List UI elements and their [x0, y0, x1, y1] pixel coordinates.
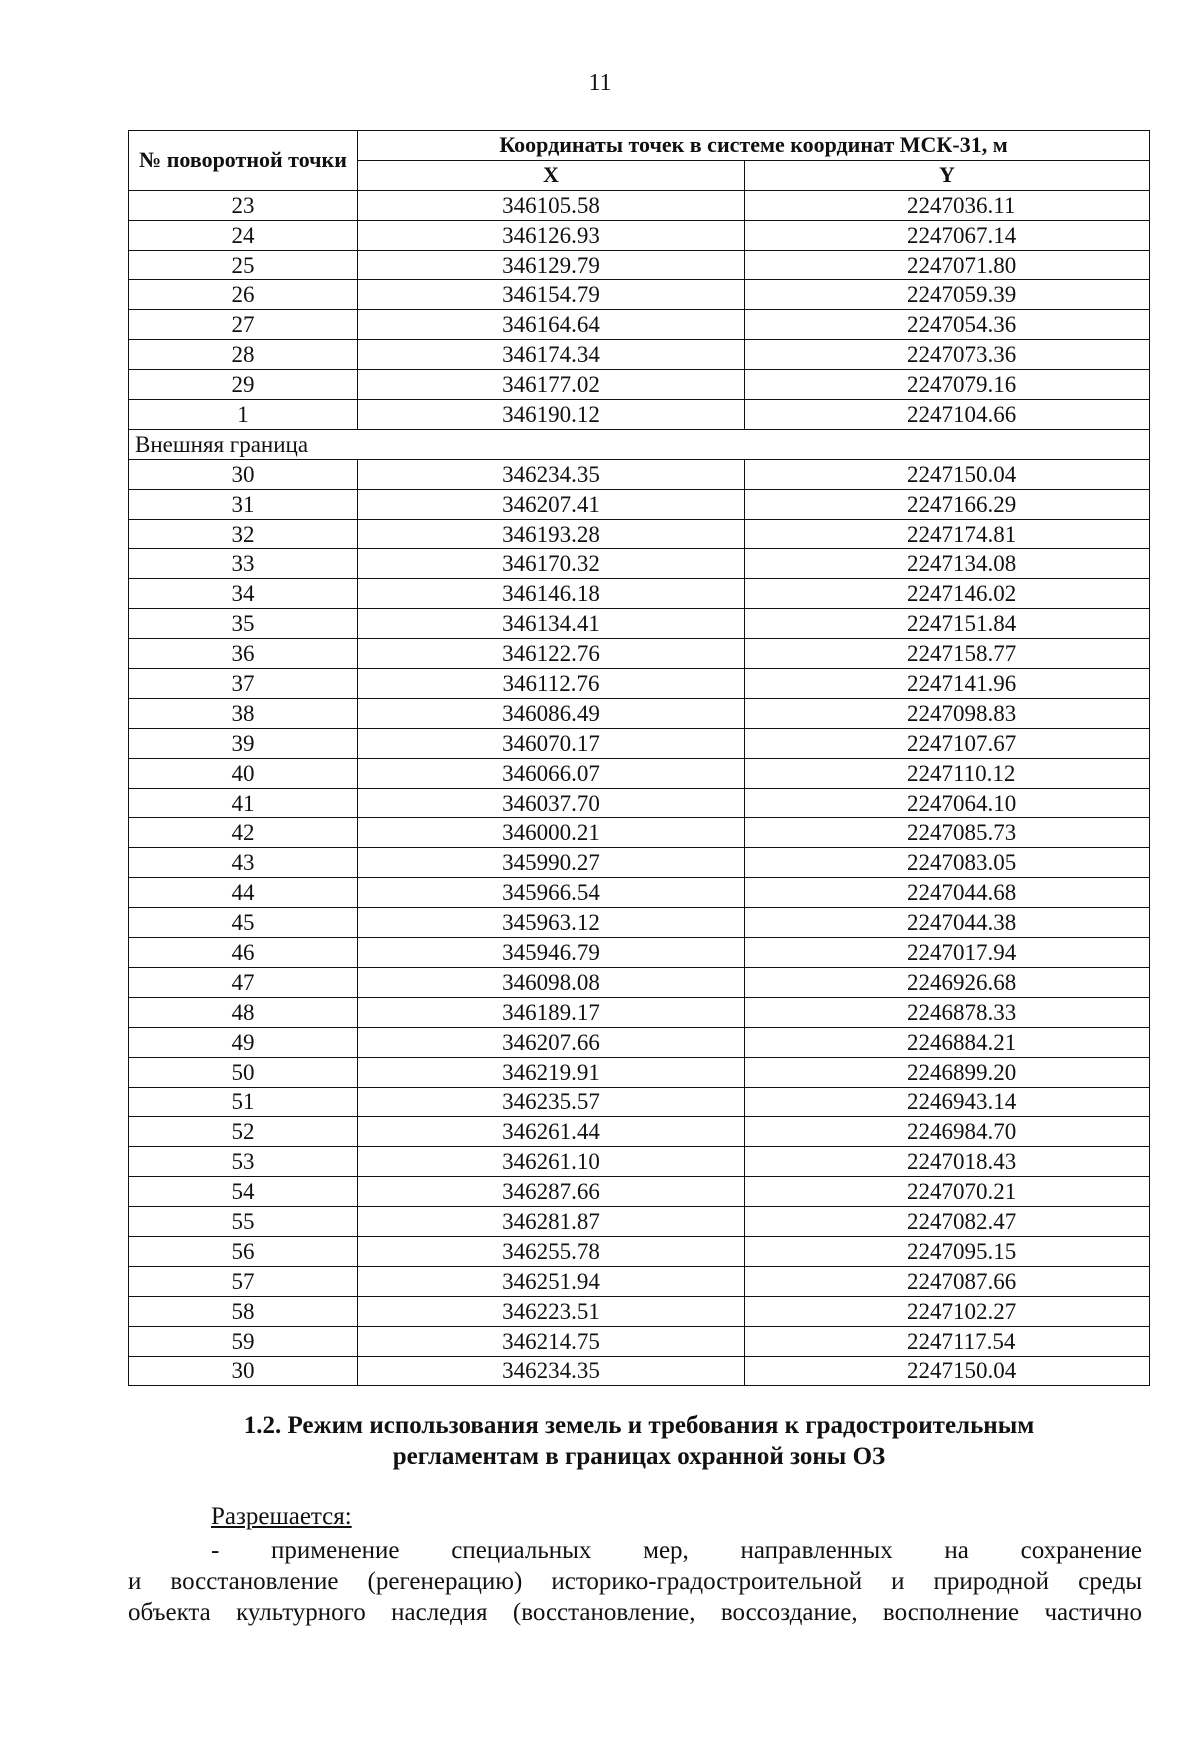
y-coordinate-cell: 2247017.94	[745, 938, 1150, 968]
point-number-cell: 29	[129, 370, 358, 400]
x-coordinate-cell: 346287.66	[358, 1177, 745, 1207]
y-coordinate-cell: 2247098.83	[745, 698, 1150, 728]
paragraph-line-3: объекта культурного наследия (восстановление, воссоздание, восполнение частично	[128, 1599, 1142, 1626]
x-coordinate-cell: 346112.76	[358, 669, 745, 699]
table-row	[129, 310, 1150, 340]
point-number-cell: 54	[129, 1177, 358, 1207]
y-coordinate-cell: 2247102.27	[745, 1296, 1150, 1326]
point-number-cell: 25	[129, 250, 358, 280]
table-row	[129, 1356, 1150, 1386]
page-number: 11	[588, 70, 612, 96]
header-point-number: № поворотной точки	[129, 131, 358, 191]
x-coordinate-cell: 346129.79	[358, 250, 745, 280]
x-coordinate-cell: 346086.49	[358, 698, 745, 728]
point-number-cell: 57	[129, 1266, 358, 1296]
y-coordinate-cell: 2247070.21	[745, 1177, 1150, 1207]
table-row	[129, 1207, 1150, 1237]
y-coordinate-cell: 2246878.33	[745, 997, 1150, 1027]
y-coordinate-cell: 2247158.77	[745, 639, 1150, 669]
point-number-cell: 24	[129, 220, 358, 250]
y-coordinate-cell: 2247079.16	[745, 370, 1150, 400]
section-label-outer-boundary: Внешняя граница	[129, 429, 358, 459]
table-row	[129, 698, 1150, 728]
table-row	[129, 639, 1150, 669]
x-coordinate-cell: 346189.17	[358, 997, 745, 1027]
y-coordinate-cell: 2247150.04	[745, 459, 1150, 489]
x-coordinate-cell: 346281.87	[358, 1207, 745, 1237]
x-coordinate-cell: 346164.64	[358, 310, 745, 340]
point-number-cell: 23	[129, 190, 358, 220]
table-row	[129, 878, 1150, 908]
y-coordinate-cell: 2247174.81	[745, 519, 1150, 549]
table-row	[129, 579, 1150, 609]
point-number-cell: 51	[129, 1087, 358, 1117]
x-coordinate-cell: 346146.18	[358, 579, 745, 609]
table-row	[129, 818, 1150, 848]
table-row	[129, 280, 1150, 310]
point-number-cell: 38	[129, 698, 358, 728]
section-row	[129, 429, 1150, 459]
x-coordinate-cell: 346235.57	[358, 1087, 745, 1117]
table-body-inner	[129, 190, 1150, 429]
x-coordinate-cell: 346177.02	[358, 370, 745, 400]
x-coordinate-cell: 346207.41	[358, 489, 745, 519]
point-number-cell: 55	[129, 1207, 358, 1237]
point-number-cell: 30	[129, 459, 358, 489]
table-row	[129, 340, 1150, 370]
x-coordinate-cell: 346170.32	[358, 549, 745, 579]
point-number-cell: 30	[129, 1356, 358, 1386]
x-coordinate-cell: 346134.41	[358, 609, 745, 639]
x-coordinate-cell: 346251.94	[358, 1266, 745, 1296]
table-row	[129, 609, 1150, 639]
point-number-cell: 36	[129, 639, 358, 669]
table-row	[129, 220, 1150, 250]
table-row	[129, 1087, 1150, 1117]
y-coordinate-cell: 2246884.21	[745, 1027, 1150, 1057]
point-number-cell: 35	[129, 609, 358, 639]
point-number-cell: 45	[129, 908, 358, 938]
x-coordinate-cell: 346214.75	[358, 1326, 745, 1356]
x-coordinate-cell: 346219.91	[358, 1057, 745, 1087]
y-coordinate-cell: 2246926.68	[745, 967, 1150, 997]
y-coordinate-cell: 2247054.36	[745, 310, 1150, 340]
point-number-cell: 48	[129, 997, 358, 1027]
table-row	[129, 549, 1150, 579]
point-number-cell: 43	[129, 848, 358, 878]
point-number-cell: 26	[129, 280, 358, 310]
x-coordinate-cell: 346234.35	[358, 459, 745, 489]
table-row	[129, 519, 1150, 549]
x-coordinate-cell: 346098.08	[358, 967, 745, 997]
table-row	[129, 250, 1150, 280]
x-coordinate-cell: 346154.79	[358, 280, 745, 310]
table-row	[129, 489, 1150, 519]
x-coordinate-cell: 346261.10	[358, 1147, 745, 1177]
x-coordinate-cell: 346070.17	[358, 728, 745, 758]
x-coordinate-cell: 346223.51	[358, 1296, 745, 1326]
y-coordinate-cell: 2247071.80	[745, 250, 1150, 280]
point-number-cell: 50	[129, 1057, 358, 1087]
table-row	[129, 400, 1150, 430]
table-row	[129, 1057, 1150, 1087]
table-row	[129, 848, 1150, 878]
y-coordinate-cell: 2247095.15	[745, 1236, 1150, 1266]
point-number-cell: 27	[129, 310, 358, 340]
point-number-cell: 32	[129, 519, 358, 549]
y-coordinate-cell: 2247141.96	[745, 669, 1150, 699]
y-coordinate-cell: 2247044.38	[745, 908, 1150, 938]
y-coordinate-cell: 2246943.14	[745, 1087, 1150, 1117]
point-number-cell: 41	[129, 788, 358, 818]
y-coordinate-cell: 2247146.02	[745, 579, 1150, 609]
table-row	[129, 1326, 1150, 1356]
section-heading	[128, 1410, 1150, 1472]
point-number-cell: 49	[129, 1027, 358, 1057]
point-number-cell: 56	[129, 1236, 358, 1266]
x-coordinate-cell: 346122.76	[358, 639, 745, 669]
section-heading-line-1: 1.2. Режим использования земель и требования к градостроительным	[243, 1412, 1035, 1439]
x-coordinate-cell: 346261.44	[358, 1117, 745, 1147]
x-coordinate-cell: 346193.28	[358, 519, 745, 549]
table-body-outer	[129, 459, 1150, 1386]
point-number-cell: 42	[129, 818, 358, 848]
table-row	[129, 1266, 1150, 1296]
point-number-cell: 1	[129, 400, 358, 430]
point-number-cell: 33	[129, 549, 358, 579]
y-coordinate-cell: 2247104.66	[745, 400, 1150, 430]
x-coordinate-cell: 346000.21	[358, 818, 745, 848]
y-coordinate-cell: 2247082.47	[745, 1207, 1150, 1237]
x-coordinate-cell: 346174.34	[358, 340, 745, 370]
point-number-cell: 44	[129, 878, 358, 908]
point-number-cell: 52	[129, 1117, 358, 1147]
table-row	[129, 758, 1150, 788]
x-coordinate-cell: 346190.12	[358, 400, 745, 430]
x-coordinate-cell: 346255.78	[358, 1236, 745, 1266]
x-coordinate-cell: 345966.54	[358, 878, 745, 908]
coordinates-table	[128, 130, 1150, 1386]
x-coordinate-cell: 346234.35	[358, 1356, 745, 1386]
table-row	[129, 728, 1150, 758]
y-coordinate-cell: 2246984.70	[745, 1117, 1150, 1147]
paragraph-line-2: и восстановление (регенерацию) историко-градостроительной и природной среды	[128, 1568, 1142, 1595]
section-heading-line-2: регламентам в границах охранной зоны ОЗ	[392, 1443, 886, 1470]
paragraph-line-1: - применение специальных мер, направленных на сохранение	[211, 1537, 1142, 1564]
y-coordinate-cell: 2247151.84	[745, 609, 1150, 639]
point-number-cell: 47	[129, 967, 358, 997]
y-coordinate-cell: 2247083.05	[745, 848, 1150, 878]
y-coordinate-cell: 2247067.14	[745, 220, 1150, 250]
table-row	[129, 1296, 1150, 1326]
y-coordinate-cell: 2247107.67	[745, 728, 1150, 758]
x-coordinate-cell: 346037.70	[358, 788, 745, 818]
y-coordinate-cell: 2247150.04	[745, 1356, 1150, 1386]
table-row	[129, 938, 1150, 968]
point-number-cell: 31	[129, 489, 358, 519]
x-coordinate-cell: 346207.66	[358, 1027, 745, 1057]
header-y: Y	[745, 160, 1150, 190]
y-coordinate-cell: 2247036.11	[745, 190, 1150, 220]
x-coordinate-cell: 346126.93	[358, 220, 745, 250]
table-row	[129, 788, 1150, 818]
table-header-row	[129, 131, 1150, 161]
point-number-cell: 40	[129, 758, 358, 788]
x-coordinate-cell: 346105.58	[358, 190, 745, 220]
table-row	[129, 370, 1150, 400]
x-coordinate-cell: 345946.79	[358, 938, 745, 968]
y-coordinate-cell: 2247018.43	[745, 1147, 1150, 1177]
table-row	[129, 1177, 1150, 1207]
y-coordinate-cell: 2247044.68	[745, 878, 1150, 908]
point-number-cell: 53	[129, 1147, 358, 1177]
allowed-subheading: Разрешается:	[211, 1503, 352, 1530]
point-number-cell: 28	[129, 340, 358, 370]
y-coordinate-cell: 2247085.73	[745, 818, 1150, 848]
point-number-cell: 34	[129, 579, 358, 609]
y-coordinate-cell: 2247110.12	[745, 758, 1150, 788]
point-number-cell: 39	[129, 728, 358, 758]
y-coordinate-cell: 2247117.54	[745, 1326, 1150, 1356]
point-number-cell: 37	[129, 669, 358, 699]
y-coordinate-cell: 2247134.08	[745, 549, 1150, 579]
y-coordinate-cell: 2247087.66	[745, 1266, 1150, 1296]
x-coordinate-cell: 345963.12	[358, 908, 745, 938]
table-row	[129, 997, 1150, 1027]
header-coordinates: Координаты точек в системе координат МСК-31, м	[358, 131, 1150, 161]
y-coordinate-cell: 2247166.29	[745, 489, 1150, 519]
table-row	[129, 190, 1150, 220]
point-number-cell: 58	[129, 1296, 358, 1326]
section-empty-cell	[358, 429, 1150, 459]
table-row	[129, 1147, 1150, 1177]
point-number-cell: 46	[129, 938, 358, 968]
table-row	[129, 908, 1150, 938]
y-coordinate-cell: 2247064.10	[745, 788, 1150, 818]
y-coordinate-cell: 2247059.39	[745, 280, 1150, 310]
table-row	[129, 1117, 1150, 1147]
table-row	[129, 1236, 1150, 1266]
y-coordinate-cell: 2247073.36	[745, 340, 1150, 370]
table-row	[129, 1027, 1150, 1057]
paragraph	[128, 1535, 1142, 1628]
x-coordinate-cell: 345990.27	[358, 848, 745, 878]
table-row	[129, 967, 1150, 997]
x-coordinate-cell: 346066.07	[358, 758, 745, 788]
point-number-cell: 59	[129, 1326, 358, 1356]
table-section	[129, 429, 1150, 459]
y-coordinate-cell: 2246899.20	[745, 1057, 1150, 1087]
header-x: X	[358, 160, 745, 190]
table-row	[129, 669, 1150, 699]
table-row	[129, 459, 1150, 489]
